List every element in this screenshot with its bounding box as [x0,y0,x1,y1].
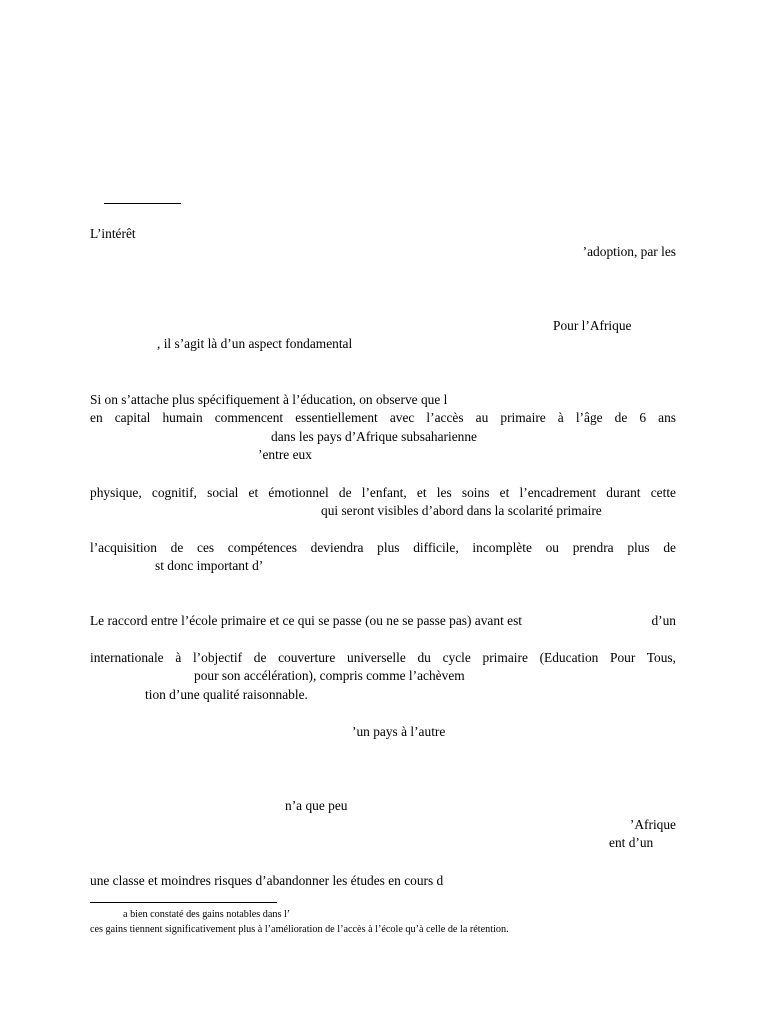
text-fragment: , il s’agit là d’un aspect fondamental [157,336,353,351]
text-fragment: n’a que peu [285,798,348,813]
text-fragment: st donc important d’ [155,558,264,573]
text-fragment: ’adoption, par les [582,244,676,259]
text-fragment: ’un pays à l’autre [352,724,446,739]
text-fragment: Pour l’Afrique [553,318,632,333]
text-fragment: ’entre eux [258,447,312,462]
top-rule [104,203,181,204]
footnote-line: a bien constaté des gains notables dans l’ [123,909,291,920]
text-fragment: Le raccord entre l’école primaire et ce qui se passe (ou ne se passe pas) avant est [90,613,523,628]
text-line: en capital humain commencent essentiellement avec l’accès au primaire à l’âge de 6 ans [90,410,676,425]
text-fragment: ’Afrique [629,817,676,832]
text-line: l’acquisition de ces compétences deviendra plus difficile, incomplète ou prendra plus de [90,540,676,555]
text-fragment: qui seront visibles d’abord dans la scolarité primaire [321,503,602,518]
text-fragment: une classe et moindres risques d’abandonner les études en cours d [90,873,444,888]
text-fragment: L’intérêt [90,226,136,241]
text-line: physique, cognitif, social et émotionnel de l’enfant, et les soins et l’encadrement durant cette [90,485,676,500]
text-fragment: pour son accélération), compris comme l’achèvem [194,668,465,683]
footnote-separator [90,902,277,903]
text-line: internationale à l’objectif de couverture universelle du cycle primaire (Education Pour Tous, [90,650,676,665]
text-fragment: tion d’une qualité raisonnable. [145,687,308,702]
text-fragment: ent d’un [609,835,654,850]
text-fragment: dans les pays d’Afrique subsaharienne [271,429,478,444]
text-fragment: d’un [651,613,676,628]
footnote-line: ces gains tiennent significativement plus à l’amélioration de l’accès à l’école qu’à celle de la rétention. [90,924,509,935]
text-fragment: Si on s’attache plus spécifiquement à l’éducation, on observe que l [90,392,448,407]
